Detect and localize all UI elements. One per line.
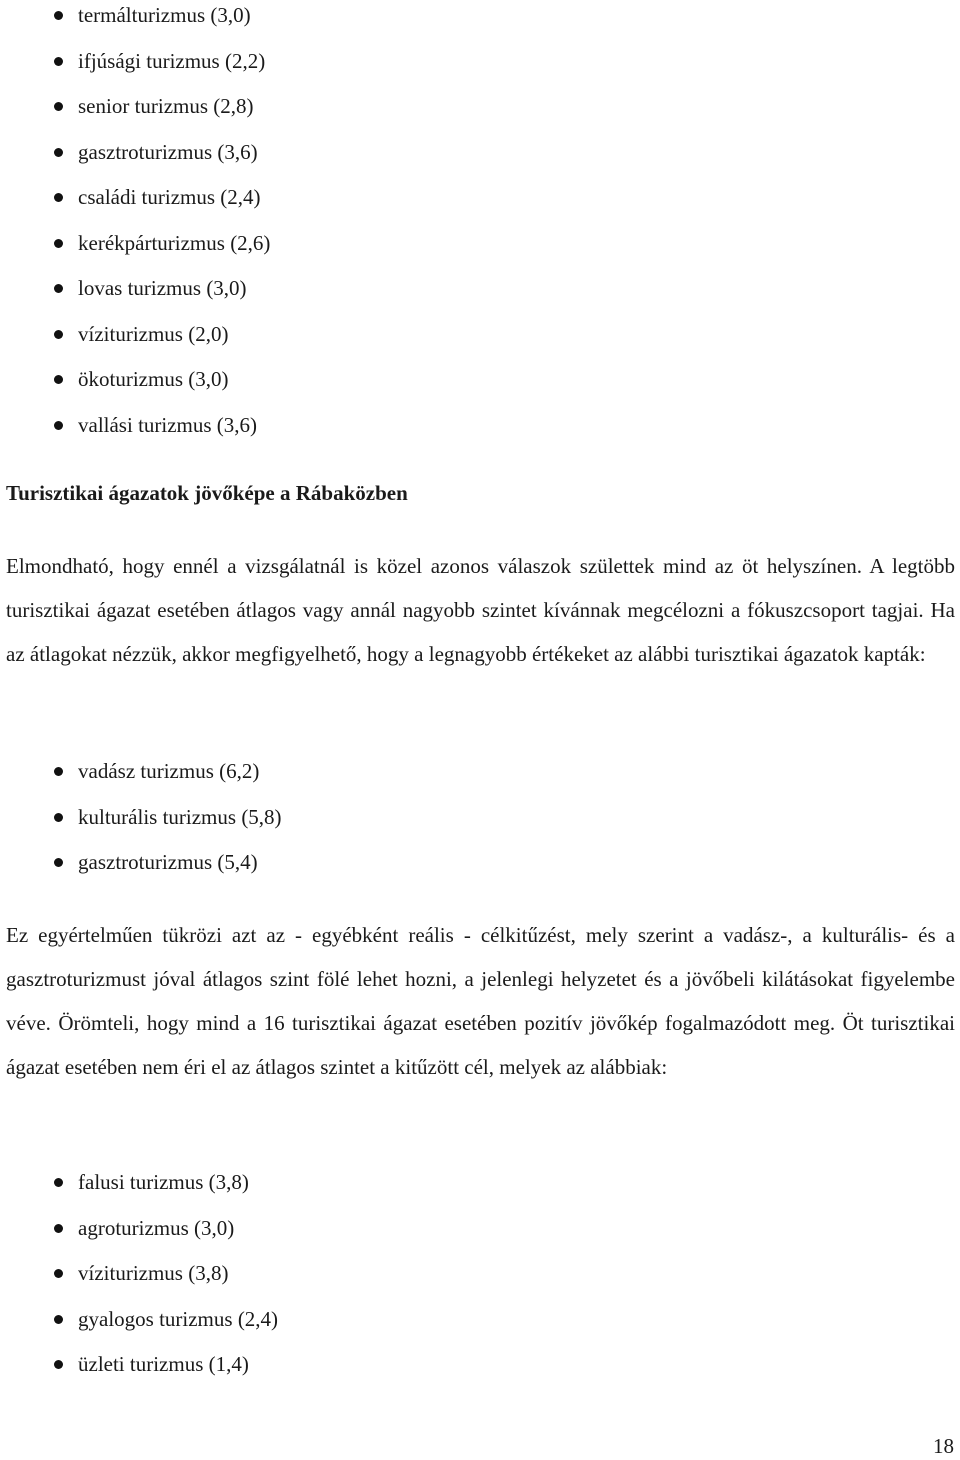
bullet-icon [54,330,63,339]
list-item-text: víziturizmus (3,8) [78,1261,229,1285]
list-item-text: vallási turizmus (3,6) [78,412,258,437]
bullet-icon [54,102,63,111]
list-item-text: ifjúsági turizmus (2,2) [78,48,266,73]
bullet-icon [54,1224,63,1233]
list-item [0,228,960,274]
below-average-list [0,1167,960,1395]
list-item [0,137,960,183]
list-item [0,847,960,893]
bullet-icon [54,421,63,430]
bullet-icon [54,193,63,202]
tourism-scores-list [0,0,960,455]
list-item [0,1167,960,1213]
list-item [0,1258,960,1304]
bullet-icon [54,11,63,20]
list-item [0,756,960,802]
bullet-icon [54,858,63,867]
list-item [0,1213,960,1259]
list-item [0,46,960,92]
paragraph-intro: Elmondható, hogy ennél a vizsgálatnál is közel azonos válaszok születtek mind az öt helyszínen. A legtöbb turisztikai ágazat esetében átlagos vagy annál nagyobb szintet kívánnak megcélozni a fókuszcsoport tagjai. Ha az átlagokat nézzük, akkor megfigyelhető, hogy a legnagyobb értékeket az alábbi turisztikai ágazatok kapták: [6,554,955,666]
list-item-text: vadász turizmus (6,2) [78,759,260,783]
bullet-icon [54,1269,63,1278]
list-item-text: gasztroturizmus (5,4) [78,850,258,874]
list-item [0,0,960,46]
list-item-text: lovas turizmus (3,0) [78,276,247,300]
list-item-text: termálturizmus (3,0) [78,3,251,27]
page-number: 18 [933,1434,954,1458]
bullet-icon [54,767,63,776]
highest-scores-list [0,756,960,893]
list-item [0,91,960,137]
list-item-text: kulturális turizmus (5,8) [78,804,282,829]
list-item-text: ökoturizmus (3,0) [78,367,229,391]
list-item-text: családi turizmus (2,4) [78,185,261,209]
section-heading: Turisztikai ágazatok jövőképe a Rábaközben [6,481,408,505]
bullet-icon [54,375,63,384]
list-item [0,802,960,848]
list-item-text: senior turizmus (2,8) [78,94,254,118]
bullet-icon [54,1315,63,1324]
bullet-icon [54,57,63,66]
bullet-icon [54,1360,63,1369]
list-item [0,273,960,319]
list-item [0,1349,960,1395]
list-item-text: üzleti turizmus (1,4) [78,1352,249,1376]
list-item-text: kerékpárturizmus (2,6) [78,230,271,255]
list-item-text: falusi turizmus (3,8) [78,1170,249,1194]
list-item [0,410,960,456]
list-item [0,1304,960,1350]
paragraph-conclusion: Ez egyértelműen tükrözi azt az - egyébként reális - célkitűzést, mely szerint a vadász-, a kulturális- és a gasztroturizmust jóval átlagos szint fölé lehet hozni, a jelenlegi helyzetet és a jövőbeli kilátásokat figyelembe véve. Örömteli, hogy mind a 16 turisztikai ágazat esetében pozitív jövőkép fogalmazódott meg. Öt turisztikai ágazat esetében nem éri el az átlagos szintet a kitűzött cél, melyek az alábbiak: [6,923,955,1079]
list-item-text: víziturizmus (2,0) [78,321,229,346]
bullet-icon [54,284,63,293]
list-item-text: agroturizmus (3,0) [78,1215,235,1240]
bullet-icon [54,148,63,157]
bullet-icon [54,813,63,822]
bullet-icon [54,1178,63,1187]
list-item [0,182,960,228]
list-item-text: gyalogos turizmus (2,4) [78,1306,279,1331]
list-item-text: gasztroturizmus (3,6) [78,139,258,164]
bullet-icon [54,239,63,248]
list-item [0,364,960,410]
list-item [0,319,960,365]
